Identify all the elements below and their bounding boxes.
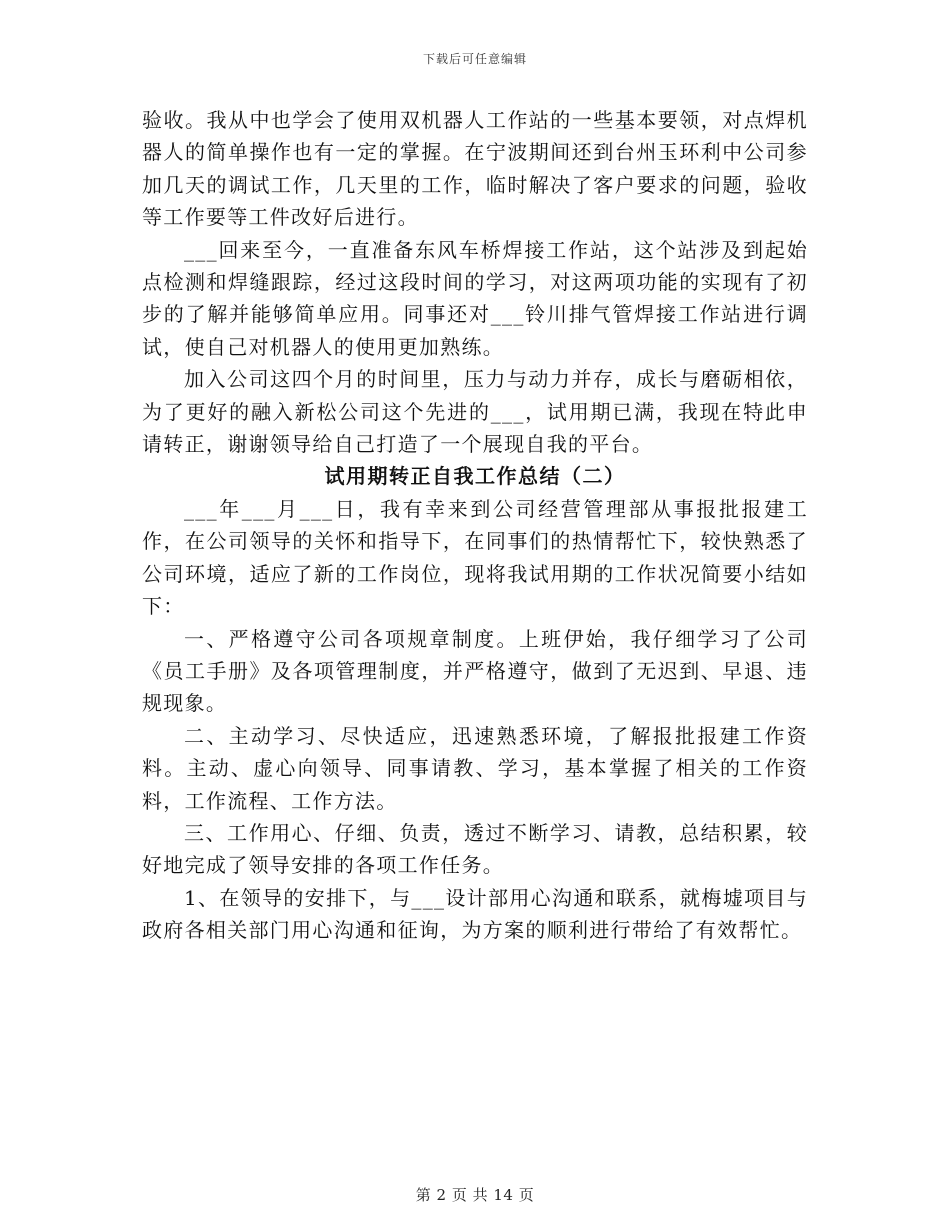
page-number: 第 2 页 共 14 页 xyxy=(415,1186,535,1204)
paragraph: 1、在领导的安排下，与___设计部用心沟通和联系，就梅墟项目与政府各相关部门用心沟通和征询，为方案的顺利进行带给了有效帮忙。 xyxy=(142,885,808,943)
paragraph: 二、主动学习、尽快适应，迅速熟悉环境，了解报批报建工作资料。主动、虚心向领导、同事请教、学习，基本掌握了相关的工作资料，工作流程、工作方法。 xyxy=(142,723,808,813)
page-header: 下载后可任意编辑 xyxy=(422,52,527,66)
paragraph: ___年___月___日，我有幸来到公司经营管理部从事报批报建工作，在公司领导的关怀和指导下，在同事们的热情帮忙下，较快熟悉了公司环境，适应了新的工作岗位，现将我试用期的工作状况简要小结如下： xyxy=(142,496,808,619)
paragraph-continued: 验收。我从中也学会了使用双机器人工作站的一些基本要领，对点焊机器人的简单操作也有一定的掌握。在宁波期间还到台州玉环利中公司参加几天的调试工作，几天里的工作，临时解决了客户要求的问题，验收等工作要等工件改好后进行。 xyxy=(142,108,808,230)
paragraph: 加入公司这四个月的时间里，压力与动力并存，成长与磨砺相依，为了更好的融入新松公司这个先进的___，试用期已满，我现在特此申请转正，谢谢领导给自己打造了一个展现自我的平台。 xyxy=(142,367,808,457)
paragraph: 一、严格遵守公司各项规章制度。上班伊始，我仔细学习了公司《员工手册》及各项管理制度，并严格遵守，做到了无迟到、早退、违规现象。 xyxy=(142,626,808,716)
paragraph: 三、工作用心、仔细、负责，透过不断学习、请教，总结积累，较好地完成了领导安排的各项工作任务。 xyxy=(142,820,808,878)
document-body xyxy=(142,104,808,947)
section-title: 试用期转正自我工作总结（二） xyxy=(324,464,626,489)
paragraph: ___回来至今，一直准备东风车桥焊接工作站，这个站涉及到起始点检测和焊缝跟踪，经过这段时间的学习，对这两项功能的实现有了初步的了解并能够简单应用。同事还对___铃川排气管焊接工作站进行调试，使自己对机器人的使用更加熟练。 xyxy=(142,237,808,359)
